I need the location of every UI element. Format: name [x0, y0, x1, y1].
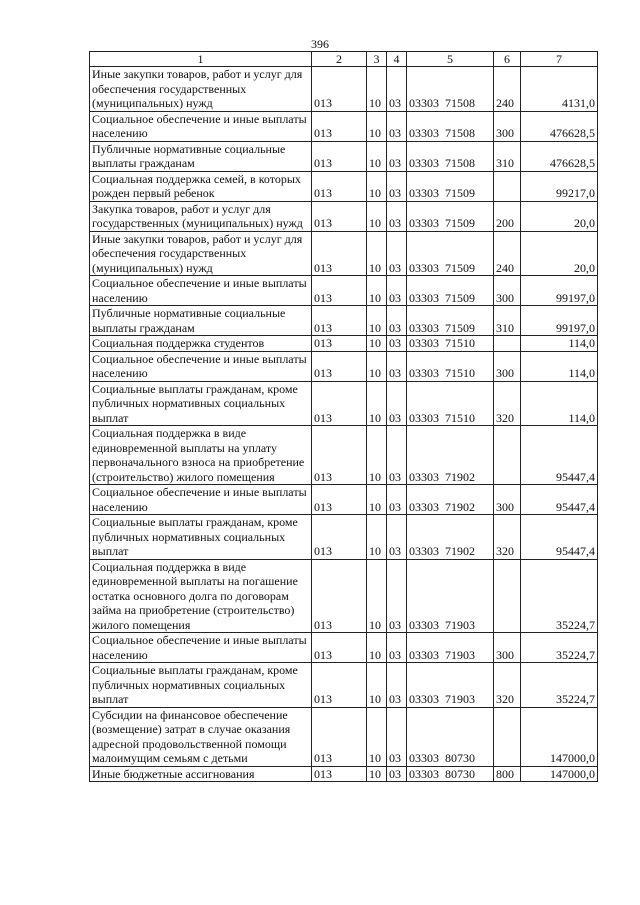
row-rz: 10: [367, 663, 387, 708]
row-rz: 10: [367, 515, 387, 560]
row-pr: 03: [387, 381, 407, 426]
row-name: Социальное обеспечение и иные выплаты населению: [90, 111, 312, 141]
table-row: [90, 276, 598, 306]
header-row: [90, 52, 598, 67]
page-number: 396: [311, 37, 329, 51]
budget-table: [89, 51, 598, 782]
row-gr: 013: [312, 111, 367, 141]
row-name: Публичные нормативные социальные выплаты гражданам: [90, 306, 312, 336]
table-row: [90, 485, 598, 515]
row-pr: 03: [387, 231, 407, 276]
row-rz: 10: [367, 485, 387, 515]
row-vr: [494, 336, 521, 352]
row-vr: 300: [494, 111, 521, 141]
row-csr: 03303 71508: [407, 67, 494, 112]
table-row: [90, 351, 598, 381]
row-csr: 03303 71509: [407, 171, 494, 201]
row-name: Социальные выплаты гражданам, кроме публичных нормативных социальных выплат: [90, 663, 312, 708]
row-sum: 147000,0: [521, 707, 598, 766]
row-name: Социальное обеспечение и иные выплаты населению: [90, 485, 312, 515]
row-sum: 35224,7: [521, 633, 598, 663]
row-vr: 200: [494, 201, 521, 231]
row-vr: [494, 559, 521, 633]
table-row: [90, 766, 598, 782]
row-gr: 013: [312, 766, 367, 782]
row-pr: 03: [387, 351, 407, 381]
row-sum: 99217,0: [521, 171, 598, 201]
row-pr: 03: [387, 707, 407, 766]
table-row: [90, 201, 598, 231]
row-gr: 013: [312, 559, 367, 633]
column-header: 6: [494, 52, 521, 67]
row-sum: 99197,0: [521, 306, 598, 336]
row-sum: 20,0: [521, 201, 598, 231]
row-pr: 03: [387, 485, 407, 515]
row-rz: 10: [367, 111, 387, 141]
row-rz: 10: [367, 141, 387, 171]
row-csr: 03303 71903: [407, 663, 494, 708]
table-row: [90, 231, 598, 276]
row-vr: 240: [494, 231, 521, 276]
row-gr: 013: [312, 67, 367, 112]
row-rz: 10: [367, 707, 387, 766]
row-rz: 10: [367, 336, 387, 352]
row-pr: 03: [387, 141, 407, 171]
row-pr: 03: [387, 766, 407, 782]
row-rz: 10: [367, 559, 387, 633]
row-sum: 95447,4: [521, 485, 598, 515]
row-pr: 03: [387, 306, 407, 336]
table-row: [90, 171, 598, 201]
row-name: Иные бюджетные ассигнования: [90, 766, 312, 782]
row-csr: 03303 80730: [407, 766, 494, 782]
row-gr: 013: [312, 201, 367, 231]
row-gr: 013: [312, 426, 367, 485]
row-rz: 10: [367, 231, 387, 276]
row-sum: 95447,4: [521, 426, 598, 485]
row-pr: 03: [387, 201, 407, 231]
row-name: Социальная поддержка студентов: [90, 336, 312, 352]
column-header: 2: [312, 52, 367, 67]
row-rz: 10: [367, 276, 387, 306]
row-csr: 03303 71509: [407, 201, 494, 231]
column-header: 4: [387, 52, 407, 67]
row-sum: 476628,5: [521, 111, 598, 141]
row-vr: [494, 171, 521, 201]
column-header: 3: [367, 52, 387, 67]
row-csr: 03303 71902: [407, 485, 494, 515]
row-name: Иные закупки товаров, работ и услуг для обеспечения государственных (муниципальных) нужд: [90, 67, 312, 112]
row-vr: 300: [494, 351, 521, 381]
row-vr: 320: [494, 515, 521, 560]
row-sum: 99197,0: [521, 276, 598, 306]
column-header: 7: [521, 52, 598, 67]
row-rz: 10: [367, 306, 387, 336]
row-vr: [494, 426, 521, 485]
row-pr: 03: [387, 426, 407, 485]
row-rz: 10: [367, 67, 387, 112]
table-row: [90, 111, 598, 141]
row-name: Социальное обеспечение и иные выплаты населению: [90, 633, 312, 663]
table-row: [90, 306, 598, 336]
row-csr: 03303 71509: [407, 231, 494, 276]
row-gr: 013: [312, 707, 367, 766]
row-csr: 03303 71902: [407, 515, 494, 560]
row-gr: 013: [312, 231, 367, 276]
row-rz: 10: [367, 381, 387, 426]
row-csr: 03303 71902: [407, 426, 494, 485]
row-csr: 03303 71510: [407, 381, 494, 426]
row-vr: 310: [494, 141, 521, 171]
row-csr: 03303 71903: [407, 633, 494, 663]
column-header: 1: [90, 52, 312, 67]
row-pr: 03: [387, 663, 407, 708]
row-sum: 476628,5: [521, 141, 598, 171]
table-row: [90, 426, 598, 485]
row-sum: 114,0: [521, 381, 598, 426]
row-name: Социальная поддержка в виде единовременной выплаты на погашение остатка основного долга по договорам займа на приобретение (строительство) жилого помещения: [90, 559, 312, 633]
row-pr: 03: [387, 515, 407, 560]
row-name: Публичные нормативные социальные выплаты гражданам: [90, 141, 312, 171]
row-name: Социальные выплаты гражданам, кроме публичных нормативных социальных выплат: [90, 515, 312, 560]
row-name: Социальное обеспечение и иные выплаты населению: [90, 351, 312, 381]
row-csr: 03303 80730: [407, 707, 494, 766]
row-sum: 95447,4: [521, 515, 598, 560]
row-name: Закупка товаров, работ и услуг для государственных (муниципальных) нужд: [90, 201, 312, 231]
row-sum: 147000,0: [521, 766, 598, 782]
row-pr: 03: [387, 633, 407, 663]
row-sum: 4131,0: [521, 67, 598, 112]
column-header: 5: [407, 52, 494, 67]
row-sum: 35224,7: [521, 663, 598, 708]
table-row: [90, 633, 598, 663]
row-pr: 03: [387, 276, 407, 306]
row-sum: 35224,7: [521, 559, 598, 633]
table-row: [90, 707, 598, 766]
row-gr: 013: [312, 663, 367, 708]
row-rz: 10: [367, 766, 387, 782]
row-name: Социальное обеспечение и иные выплаты населению: [90, 276, 312, 306]
row-pr: 03: [387, 171, 407, 201]
row-name: Социальные выплаты гражданам, кроме публичных нормативных социальных выплат: [90, 381, 312, 426]
row-gr: 013: [312, 336, 367, 352]
row-vr: 800: [494, 766, 521, 782]
table-row: [90, 141, 598, 171]
row-gr: 013: [312, 485, 367, 515]
row-vr: 300: [494, 633, 521, 663]
table-row: [90, 559, 598, 633]
row-csr: 03303 71508: [407, 141, 494, 171]
row-rz: 10: [367, 633, 387, 663]
table-row: [90, 67, 598, 112]
row-name: Социальная поддержка семей, в которых рожден первый ребенок: [90, 171, 312, 201]
row-csr: 03303 71509: [407, 276, 494, 306]
row-vr: [494, 707, 521, 766]
table-row: [90, 336, 598, 352]
table-row: [90, 381, 598, 426]
row-gr: 013: [312, 381, 367, 426]
row-vr: 300: [494, 485, 521, 515]
row-pr: 03: [387, 336, 407, 352]
row-pr: 03: [387, 67, 407, 112]
row-gr: 013: [312, 633, 367, 663]
row-name: Иные закупки товаров, работ и услуг для обеспечения государственных (муниципальных) нужд: [90, 231, 312, 276]
row-pr: 03: [387, 559, 407, 633]
table-row: [90, 515, 598, 560]
row-sum: 114,0: [521, 336, 598, 352]
row-rz: 10: [367, 171, 387, 201]
row-vr: 300: [494, 276, 521, 306]
row-vr: 240: [494, 67, 521, 112]
row-sum: 20,0: [521, 231, 598, 276]
row-pr: 03: [387, 111, 407, 141]
row-name: Социальная поддержка в виде единовременной выплаты на уплату первоначального взноса на приобретение (строительство) жилого помещения: [90, 426, 312, 485]
row-vr: 320: [494, 381, 521, 426]
row-csr: 03303 71509: [407, 306, 494, 336]
row-csr: 03303 71510: [407, 351, 494, 381]
row-vr: 310: [494, 306, 521, 336]
row-vr: 320: [494, 663, 521, 708]
row-gr: 013: [312, 141, 367, 171]
row-csr: 03303 71903: [407, 559, 494, 633]
table-row: [90, 663, 598, 708]
row-gr: 013: [312, 276, 367, 306]
row-gr: 013: [312, 351, 367, 381]
row-rz: 10: [367, 351, 387, 381]
row-rz: 10: [367, 426, 387, 485]
row-sum: 114,0: [521, 351, 598, 381]
row-gr: 013: [312, 171, 367, 201]
row-rz: 10: [367, 201, 387, 231]
row-gr: 013: [312, 306, 367, 336]
row-name: Субсидии на финансовое обеспечение (возмещение) затрат в случае оказания адресной продовольственной помощи малоимущим семьям с детьми: [90, 707, 312, 766]
row-csr: 03303 71510: [407, 336, 494, 352]
row-gr: 013: [312, 515, 367, 560]
row-csr: 03303 71508: [407, 111, 494, 141]
